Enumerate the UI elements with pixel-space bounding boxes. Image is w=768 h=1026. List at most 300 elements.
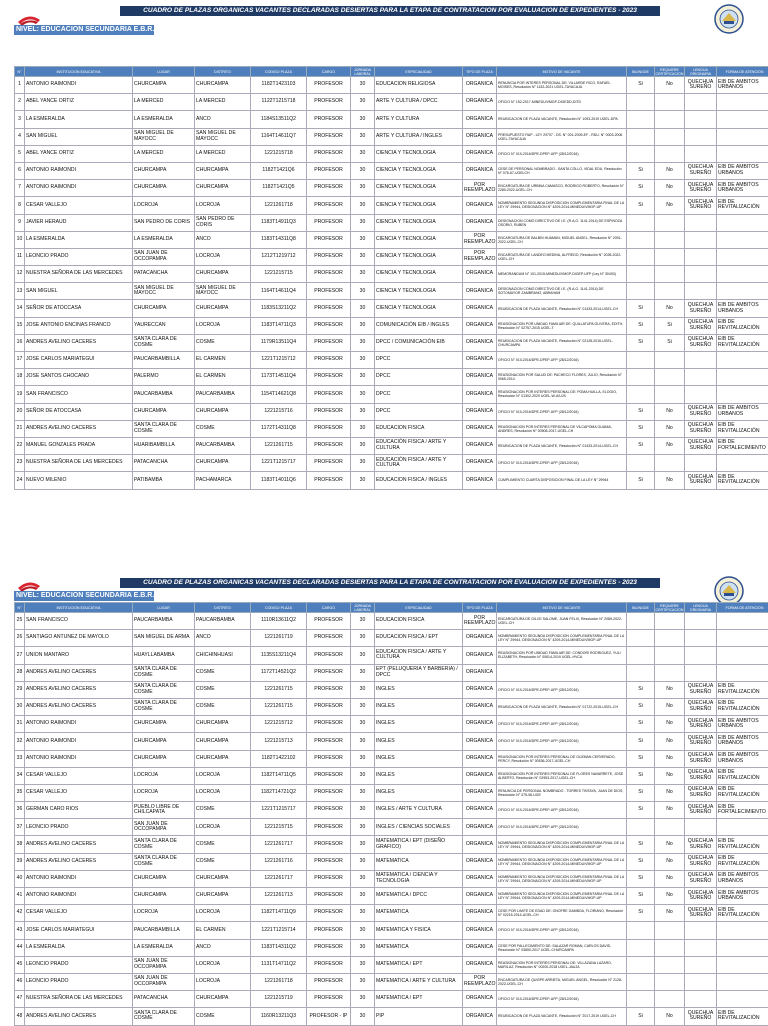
table-row — [15, 437, 768, 454]
header-numero: N° — [15, 603, 25, 613]
cell-institucion: LA ESMERALDA — [25, 939, 133, 956]
cell-tipo-plaza: ORGANICA — [463, 836, 497, 853]
cell-lugar: CHURCAMPA — [133, 750, 195, 767]
cell-institucion: ANTONIO RAIMONDI — [25, 888, 133, 905]
cell-institucion: JOSE CARLOS MARIATEGUI — [25, 922, 133, 939]
cell-tipo-plaza: ORGANICA — [463, 420, 497, 437]
cell-certificacion — [655, 145, 685, 162]
cell-institucion: ANDRES AVELINO CACERES — [25, 334, 133, 351]
cell-motivo: OFICIO N° 010-2016/DPE-DPEP-UFP (28/12/2016) — [497, 455, 627, 472]
cell-numero: 44 — [15, 939, 25, 956]
cell-lengua: QUECHUA SUREÑO — [685, 300, 717, 317]
cell-distrito: COSME — [195, 853, 251, 870]
cell-motivo: REUBICACION DE PLAZA VACANTE, Resolución N° 1093-2019 UGEL-DPA — [497, 111, 627, 128]
header-especialidad: ESPECIALIDAD — [375, 67, 463, 77]
cell-cargo: PROFESOR — [307, 802, 351, 819]
cell-bilingue — [627, 111, 655, 128]
cell-jornada: 30 — [351, 647, 375, 664]
cell-institucion: ANTONIO RAIMONDI — [25, 162, 133, 179]
cell-institucion: LEONCIO PRADO — [25, 819, 133, 836]
cell-certificacion: No — [655, 300, 685, 317]
cell-motivo: REASIGNACION POR INTERES PERSONAL DE VILCAPOMA GUANIA, ANDRES, Resolución N° 00508-2017-UGEL-CH — [497, 420, 627, 437]
cell-lengua: QUECHUA SUREÑO — [685, 905, 717, 922]
cell-distrito: CHURCAMPA — [195, 750, 251, 767]
cell-tipo-plaza: ORGANICA — [463, 819, 497, 836]
cell-institucion: CESAR VALLEJO — [25, 197, 133, 214]
cell-bilingue: Si — [627, 180, 655, 197]
cell-cargo: PROFESOR — [307, 472, 351, 489]
cell-especialidad: MATEMATICA / EPT — [375, 956, 463, 973]
cell-forma-atencion — [717, 819, 768, 836]
cell-forma-atencion — [717, 991, 768, 1008]
cell-bilingue — [627, 214, 655, 231]
cell-lengua: QUECHUA SUREÑO — [685, 750, 717, 767]
cell-forma-atencion — [717, 266, 768, 283]
cell-bilingue — [627, 369, 655, 386]
cell-institucion: ANTONIO RAIMONDI — [25, 77, 133, 94]
cell-distrito: LOCROJA — [195, 973, 251, 990]
cell-motivo: REUBICACION DE PLAZA VACANTE, Resolución N° 01433-2014-UGEL-CH — [497, 437, 627, 454]
cell-cargo: PROFESOR — [307, 716, 351, 733]
cell-bilingue — [627, 352, 655, 369]
cell-institucion: JOSE SANTOS CHOCANO — [25, 369, 133, 386]
header-lugar: LUGAR — [133, 603, 195, 613]
cell-numero: 48 — [15, 1008, 25, 1025]
cell-distrito: SAN MIGUEL DE MAYOCC — [195, 283, 251, 300]
cell-institucion: ANTONIO RAIMONDI — [25, 716, 133, 733]
cell-tipo-plaza: ORGANICA — [463, 300, 497, 317]
cell-tipo-plaza: ORGANICA — [463, 214, 497, 231]
cell-motivo: OFICIO N° 152-2017-MINEDU/VMGP-DIGEDD-DITD — [497, 94, 627, 111]
cell-forma-atencion: EIB DE AMBITOS URBANOS — [717, 77, 768, 94]
cell-especialidad: INGLES — [375, 716, 463, 733]
cell-forma-atencion — [717, 613, 768, 630]
cell-especialidad: CIENCIA Y TECNOLOGIA — [375, 248, 463, 265]
cell-lugar: PUEBLO LIBRE DE CHILCAPATA — [133, 802, 195, 819]
cell-certificacion: No — [655, 716, 685, 733]
cell-distrito: LOCROJA — [195, 317, 251, 334]
nivel-label: NIVEL: EDUCACION SECUNDARIA E.B.R. — [14, 25, 154, 35]
cell-tipo-plaza: ORGANICA — [463, 870, 497, 887]
cell-numero: 34 — [15, 767, 25, 784]
document-page-2 — [0, 572, 768, 1024]
cell-institucion: ANDRES AVELINO CACERES — [25, 836, 133, 853]
cell-motivo: RENUNCIA POR INTERES PERSONAL DE: VILLARDE RICO, RAFAEL MOISES, Resolución N° 1152-2021 UGEL-TAYACAJA — [497, 77, 627, 94]
cell-tipo-plaza: ORGANICA — [463, 386, 497, 403]
cell-distrito: EL CARMEN — [195, 369, 251, 386]
cell-especialidad: MATEMATICA / DPCC — [375, 888, 463, 905]
cell-codigo-plaza: 1221261719 — [251, 630, 307, 647]
cell-institucion: JOSE CARLOS MARIATEGUI — [25, 352, 133, 369]
cell-lengua: QUECHUA SUREÑO — [685, 836, 717, 853]
cell-cargo: PROFESOR — [307, 162, 351, 179]
cell-lengua: QUECHUA SUREÑO — [685, 853, 717, 870]
cell-cargo: PROFESOR — [307, 647, 351, 664]
cell-forma-atencion: EIB DE REVITALIZACIÓN — [717, 767, 768, 784]
cell-tipo-plaza: ORGANICA — [463, 197, 497, 214]
cell-lengua: QUECHUA SUREÑO — [685, 180, 717, 197]
header-certificacion: REQUIERE CERTIFICACION — [655, 67, 685, 77]
cell-numero: 1 — [15, 77, 25, 94]
table-row — [15, 784, 768, 801]
cell-bilingue — [627, 956, 655, 973]
cell-codigo-plaza: 1164T14611Q4 — [251, 283, 307, 300]
header-tipo-plaza: TIPO DE PLAZA — [463, 603, 497, 613]
cell-codigo-plaza: 1122T1215718 — [251, 94, 307, 111]
cell-forma-atencion: EIB DE REVITALIZACIÓN — [717, 334, 768, 351]
header-especialidad: ESPECIALIDAD — [375, 603, 463, 613]
cell-forma-atencion — [717, 973, 768, 990]
cell-jornada: 30 — [351, 77, 375, 94]
header-lengua: LENGUA ORIGINARIA — [685, 67, 717, 77]
cell-cargo: PROFESOR — [307, 939, 351, 956]
cell-especialidad: CIENCIA Y TECNOLOGIA — [375, 283, 463, 300]
header-codigo-plaza: CODIGO PLAZA — [251, 603, 307, 613]
cell-institucion: ANTONIO RAIMONDI — [25, 733, 133, 750]
header-jornada: JORNADA LABORAL — [351, 603, 375, 613]
cell-lugar: CHURCAMPA — [133, 716, 195, 733]
cell-motivo: OFICIO N° 010-2016/DPE-DPEP-UFP (28/12/2016) — [497, 352, 627, 369]
cell-numero: 8 — [15, 197, 25, 214]
cell-codigo-plaza: 1221215715 — [251, 819, 307, 836]
cell-codigo-plaza: 1221261718 — [251, 973, 307, 990]
cell-codigo-plaza: 1183S13211Q2 — [251, 300, 307, 317]
header-tipo-plaza: TIPO DE PLAZA — [463, 67, 497, 77]
cell-lugar: SANTA CLARA DE COSME — [133, 853, 195, 870]
table-row — [15, 214, 768, 231]
cell-distrito: ANCO — [195, 630, 251, 647]
cell-numero: 33 — [15, 750, 25, 767]
cell-numero: 26 — [15, 630, 25, 647]
cell-tipo-plaza: ORGANICA — [463, 403, 497, 420]
cell-numero: 32 — [15, 733, 25, 750]
cell-institucion: ANDRES AVELINO CACERES — [25, 853, 133, 870]
cell-forma-atencion — [717, 369, 768, 386]
cell-distrito: PACHAMARCA — [195, 472, 251, 489]
vacancies-table — [14, 66, 768, 490]
cell-jornada: 30 — [351, 888, 375, 905]
cell-cargo: PROFESOR — [307, 991, 351, 1008]
cell-tipo-plaza: ORGANICA — [463, 111, 497, 128]
cell-jornada: 30 — [351, 437, 375, 454]
cell-lengua — [685, 214, 717, 231]
cell-distrito: LOCROJA — [195, 767, 251, 784]
cell-tipo-plaza: ORGANICA — [463, 472, 497, 489]
cell-jornada: 30 — [351, 836, 375, 853]
cell-certificacion: No — [655, 162, 685, 179]
cell-distrito: COSME — [195, 698, 251, 715]
cell-codigo-plaza: 1221261717 — [251, 836, 307, 853]
cell-distrito: LOCROJA — [195, 905, 251, 922]
cell-especialidad: MATEMATICA / ARTE Y CULTURA — [375, 973, 463, 990]
table-row — [15, 266, 768, 283]
cell-especialidad: EDUCACION FISICA / EPT — [375, 630, 463, 647]
cell-tipo-plaza: POR REEMPLAZO — [463, 973, 497, 990]
cell-numero: 17 — [15, 352, 25, 369]
cell-lugar: LA ESMERALDA — [133, 939, 195, 956]
cell-numero: 15 — [15, 317, 25, 334]
cell-tipo-plaza: ORGANICA — [463, 991, 497, 1008]
cell-codigo-plaza: 1164T14611Q7 — [251, 128, 307, 145]
table-row — [15, 248, 768, 265]
cell-certificacion — [655, 111, 685, 128]
cell-cargo: PROFESOR — [307, 613, 351, 630]
cell-motivo: OFICIO N° 010-2016/DPE-DPEP-UFP (28/12/2016) — [497, 922, 627, 939]
cell-bilingue — [627, 128, 655, 145]
cell-especialidad: CIENCIA Y TECNOLOGIA — [375, 162, 463, 179]
cell-lugar: PATACANCHA — [133, 266, 195, 283]
cell-tipo-plaza: ORGANICA — [463, 437, 497, 454]
cell-distrito: CHURCAMPA — [195, 300, 251, 317]
cell-forma-atencion: EIB DE AMBITOS URBANOS — [717, 716, 768, 733]
cell-lugar: CHURCAMPA — [133, 77, 195, 94]
cell-distrito: LA MERCED — [195, 94, 251, 111]
cell-tipo-plaza: ORGANICA — [463, 369, 497, 386]
cell-jornada: 30 — [351, 352, 375, 369]
cell-tipo-plaza: POR REEMPLAZO — [463, 613, 497, 630]
cell-cargo: PROFESOR — [307, 352, 351, 369]
cell-motivo: CESE POR LIMITE DE EDAD DE: ONOFRE GAMBOA, FLORIANO, Resolución N° 02215-2014-UGEL-CH — [497, 905, 627, 922]
cell-cargo: PROFESOR — [307, 317, 351, 334]
cell-numero: 39 — [15, 853, 25, 870]
cell-forma-atencion — [717, 214, 768, 231]
table-row — [15, 870, 768, 887]
cell-cargo: PROFESOR — [307, 128, 351, 145]
cell-codigo-plaza: 1221T1215717 — [251, 802, 307, 819]
cell-especialidad: MATEMATICA Y FISICA — [375, 922, 463, 939]
cell-institucion: SEÑOR DE ATOCCASA — [25, 403, 133, 420]
cell-especialidad: INGLES — [375, 698, 463, 715]
cell-tipo-plaza: ORGANICA — [463, 162, 497, 179]
cell-jornada: 30 — [351, 819, 375, 836]
cell-bilingue — [627, 266, 655, 283]
cell-cargo: PROFESOR — [307, 420, 351, 437]
cell-institucion: GERMAN CARO RIOS — [25, 802, 133, 819]
cell-motivo: ENCARGATURA DE GILCE SALOME, JUAN FELIX, Resolución N° 2089-2022-UGEL-CH — [497, 613, 627, 630]
header-motivo: MOTIVO DE VACANTE — [497, 67, 627, 77]
cell-cargo: PROFESOR - IP — [307, 1008, 351, 1025]
cell-lugar: CHURCAMPA — [133, 403, 195, 420]
cell-especialidad: MATEMATICA — [375, 905, 463, 922]
cell-codigo-plaza: 1183T14311Q8 — [251, 231, 307, 248]
cell-bilingue: Si — [627, 784, 655, 801]
cell-especialidad: CIENCIA Y TECNOLOGIA — [375, 197, 463, 214]
cell-lugar: PAUCARBAMBILLA — [133, 352, 195, 369]
cell-tipo-plaza: ORGANICA — [463, 905, 497, 922]
table-row — [15, 819, 768, 836]
cell-distrito: EL CARMEN — [195, 922, 251, 939]
cell-forma-atencion — [717, 386, 768, 403]
cell-lugar: SANTA CLARA DE COSME — [133, 836, 195, 853]
cell-bilingue — [627, 922, 655, 939]
cell-distrito: ANCO — [195, 939, 251, 956]
cell-especialidad: MATEMATICA / EPT — [375, 991, 463, 1008]
cell-lengua — [685, 939, 717, 956]
cell-jornada: 30 — [351, 369, 375, 386]
cell-codigo-plaza: 1154T14621Q8 — [251, 386, 307, 403]
header-forma-atencion: FORMA DE ATENCION — [717, 603, 768, 613]
cell-lugar: SAN MIGUEL DE MAYOCC — [133, 128, 195, 145]
table-row — [15, 283, 768, 300]
cell-codigo-plaza: 1221T1215717 — [251, 455, 307, 472]
cell-bilingue — [627, 819, 655, 836]
table-row — [15, 716, 768, 733]
cell-especialidad: INGLES — [375, 750, 463, 767]
cell-cargo: PROFESOR — [307, 681, 351, 698]
cell-cargo: PROFESOR — [307, 819, 351, 836]
cell-certificacion — [655, 214, 685, 231]
cell-cargo: PROFESOR — [307, 767, 351, 784]
cell-bilingue: Si — [627, 767, 655, 784]
cell-bilingue: Si — [627, 888, 655, 905]
cell-motivo: CESE POR FALLECIMIENTO DE: SALAZAR ROMAN, CARLOS DAVID, Resolución N° 03650-2017 UGEL-CHURCAMPA — [497, 939, 627, 956]
cell-numero: 6 — [15, 162, 25, 179]
cell-motivo: RENUNCIA DE PERSONAL NOMBRADO - TORRES TINTAYA, JUAN DE DIOS, Resolución N° 075-96-UGE — [497, 784, 627, 801]
cell-motivo: OFICIO N° 010-2016/DPE-DPEP-UFP (28/12/2016) — [497, 819, 627, 836]
cell-codigo-plaza: 1182T14711Q5 — [251, 767, 307, 784]
cell-lengua: QUECHUA SUREÑO — [685, 784, 717, 801]
cell-codigo-plaza: 1182T1421Q6 — [251, 162, 307, 179]
cell-forma-atencion: EIB DE REVITALIZACIÓN — [717, 1008, 768, 1025]
cell-institucion: ANDRES AVELINO CACERES — [25, 664, 133, 681]
table-header-row — [15, 67, 768, 77]
table-row — [15, 1008, 768, 1025]
cell-motivo: MEMORANDUM N° 101-2015-MINEDU/VMGP-DIGEP-UFP (Ley N° 30493) — [497, 266, 627, 283]
cell-especialidad: COMUNICACIÓN EIB / INGLES — [375, 317, 463, 334]
cell-codigo-plaza: 1182T1421Q5 — [251, 180, 307, 197]
cell-jornada: 30 — [351, 111, 375, 128]
cell-motivo: REUBICACION DE PLAZA VACANTE, Resolución N° 01433-2014-UGEL-CH — [497, 300, 627, 317]
cell-forma-atencion: EIB DE AMBITOS URBANOS — [717, 870, 768, 887]
table-header-row — [15, 603, 768, 613]
cell-motivo: REASIGNACION POR UNIDAD FAMILIAR DE: QUILLATUPA OLIVERA, EDITH, Resolución N° 02757-2015 UGEL-T — [497, 317, 627, 334]
cell-distrito: CHURCAMPA — [195, 870, 251, 887]
cell-numero: 20 — [15, 403, 25, 420]
cell-certificacion: No — [655, 802, 685, 819]
cell-jornada: 30 — [351, 630, 375, 647]
cell-codigo-plaza: 1221215715 — [251, 266, 307, 283]
cell-certificacion: No — [655, 472, 685, 489]
cell-certificacion: No — [655, 750, 685, 767]
cell-especialidad: CIENCIA Y TECNOLOGIA — [375, 145, 463, 162]
cell-especialidad: INGLES — [375, 767, 463, 784]
cell-forma-atencion: EIB DE AMBITOS URBANOS — [717, 733, 768, 750]
cell-institucion: ANTONIO RAIMONDI — [25, 870, 133, 887]
cell-motivo: REASIGNACION POR INTERES PERSONAL DE GUZMAN CERVERADO, PERCY, Resolución N° 00536-2017-UGEL-CH — [497, 750, 627, 767]
cell-distrito: ANCO — [195, 111, 251, 128]
cell-institucion: ANDRES AVELINO CACERES — [25, 681, 133, 698]
cell-bilingue — [627, 973, 655, 990]
cell-motivo: DESIGNACION COMO DIRECTIVO DE I.E. (R.A.G. 1141-2014) DE SOTOMAYOR ZAMBRANO, ABRAHAM — [497, 283, 627, 300]
cell-especialidad: EDUCACION RELIGIOSA — [375, 77, 463, 94]
cell-distrito: CHURCAMPA — [195, 991, 251, 1008]
cell-codigo-plaza: 1183T14911Q3 — [251, 214, 307, 231]
cell-lugar: LOCROJA — [133, 905, 195, 922]
cell-lugar: PATIBAMBA — [133, 472, 195, 489]
cell-jornada: 30 — [351, 334, 375, 351]
cell-numero: 11 — [15, 248, 25, 265]
cell-institucion: ABEL YANCE ORTIZ — [25, 145, 133, 162]
cell-numero: 29 — [15, 681, 25, 698]
cell-cargo: PROFESOR — [307, 300, 351, 317]
table-row — [15, 922, 768, 939]
cell-lengua — [685, 613, 717, 630]
cell-numero: 41 — [15, 888, 25, 905]
document-title: CUADRO DE PLAZAS ORGANICAS VACANTES DECLARADAS DESIERTAS PARA LA ETAPA DE CONTRATACION POR EVALUACION DE EXPEDIENTES - 2023 — [120, 6, 660, 16]
cell-tipo-plaza: ORGANICA — [463, 750, 497, 767]
table-row — [15, 128, 768, 145]
cell-tipo-plaza: ORGANICA — [463, 767, 497, 784]
cell-tipo-plaza: ORGANICA — [463, 784, 497, 801]
cell-distrito: CHURCAMPA — [195, 455, 251, 472]
cell-bilingue — [627, 630, 655, 647]
cell-cargo: PROFESOR — [307, 266, 351, 283]
cell-bilingue — [627, 613, 655, 630]
cell-certificacion — [655, 455, 685, 472]
cell-lengua — [685, 128, 717, 145]
cell-cargo: PROFESOR — [307, 630, 351, 647]
cell-institucion: SAN FRANCISCO — [25, 386, 133, 403]
cell-forma-atencion: EIB DE AMBITOS URBANOS — [717, 403, 768, 420]
cell-tipo-plaza: ORGANICA — [463, 698, 497, 715]
cell-codigo-plaza: 1182T1423103 — [251, 77, 307, 94]
cell-distrito: CHURCAMPA — [195, 180, 251, 197]
cell-jornada: 30 — [351, 767, 375, 784]
cell-especialidad: CIENCIA Y TECNOLOGIA — [375, 300, 463, 317]
header-cargo: CARGO — [307, 603, 351, 613]
cell-forma-atencion: EIB DE AMBITOS URBANOS — [717, 750, 768, 767]
cell-certificacion — [655, 991, 685, 1008]
cell-tipo-plaza: ORGANICA — [463, 716, 497, 733]
cell-institucion: MANUEL GONZALES PRADA — [25, 437, 133, 454]
cell-motivo: ENCARGATURA DE BALBIN HUAMAN, MIGUEL ANGEL, Resolución N° 2091-2022-UGEL-CH — [497, 231, 627, 248]
header-institucion: INSTITUCION EDUCATIVA — [25, 67, 133, 77]
cell-forma-atencion: EIB DE AMBITOS URBANOS — [717, 162, 768, 179]
cell-distrito: LOCROJA — [195, 197, 251, 214]
header-certificacion: REQUIERE CERTIFICACION — [655, 603, 685, 613]
table-row — [15, 853, 768, 870]
cell-numero: 47 — [15, 991, 25, 1008]
cell-jornada: 30 — [351, 248, 375, 265]
cell-institucion: LEONCIO PRADO — [25, 956, 133, 973]
cell-cargo: PROFESOR — [307, 214, 351, 231]
cell-numero: 37 — [15, 819, 25, 836]
cell-codigo-plaza: 1183T14011Q6 — [251, 472, 307, 489]
cell-lengua — [685, 352, 717, 369]
cell-forma-atencion — [717, 111, 768, 128]
cell-lengua: QUECHUA SUREÑO — [685, 197, 717, 214]
cell-lengua: QUECHUA SUREÑO — [685, 437, 717, 454]
header-institucion: INSTITUCION EDUCATIVA — [25, 603, 133, 613]
cell-certificacion: Si — [655, 317, 685, 334]
cell-numero: 9 — [15, 214, 25, 231]
table-row — [15, 369, 768, 386]
cell-motivo: NOMBRAMIENTO SEGUNDA DISPOSICION COMPLEMENTARIA FINAL DE LA LEY N° 29944, DESIGNACION N° 4209-2014-MINEDU/VMGP-UP — [497, 853, 627, 870]
cell-especialidad: CIENCIA Y TECNOLOGIA — [375, 266, 463, 283]
cell-especialidad: EPT (PELUQUERIA Y BARBERIA) / DPCC — [375, 664, 463, 681]
cell-lengua: QUECHUA SUREÑO — [685, 317, 717, 334]
cell-motivo: ENCARGATURA DE URBINA CAMASCO, RODRIGO ROBERTO, Resolución N° 2280-2022-UGEL-CH — [497, 180, 627, 197]
header-numero: N° — [15, 67, 25, 77]
cell-distrito: CHURCAMPA — [195, 266, 251, 283]
cell-institucion: ANTONIO RAIMONDI — [25, 180, 133, 197]
cell-numero: 43 — [15, 922, 25, 939]
cell-distrito: COSME — [195, 334, 251, 351]
cell-especialidad: INGLES / ARTE Y CULTURA — [375, 802, 463, 819]
cell-numero: 36 — [15, 802, 25, 819]
cell-motivo: REASIGNACION POR SALUD DE: PACHECO FLORES, JULIO, Resolución N° 0065-2014 — [497, 369, 627, 386]
cell-jornada: 30 — [351, 613, 375, 630]
